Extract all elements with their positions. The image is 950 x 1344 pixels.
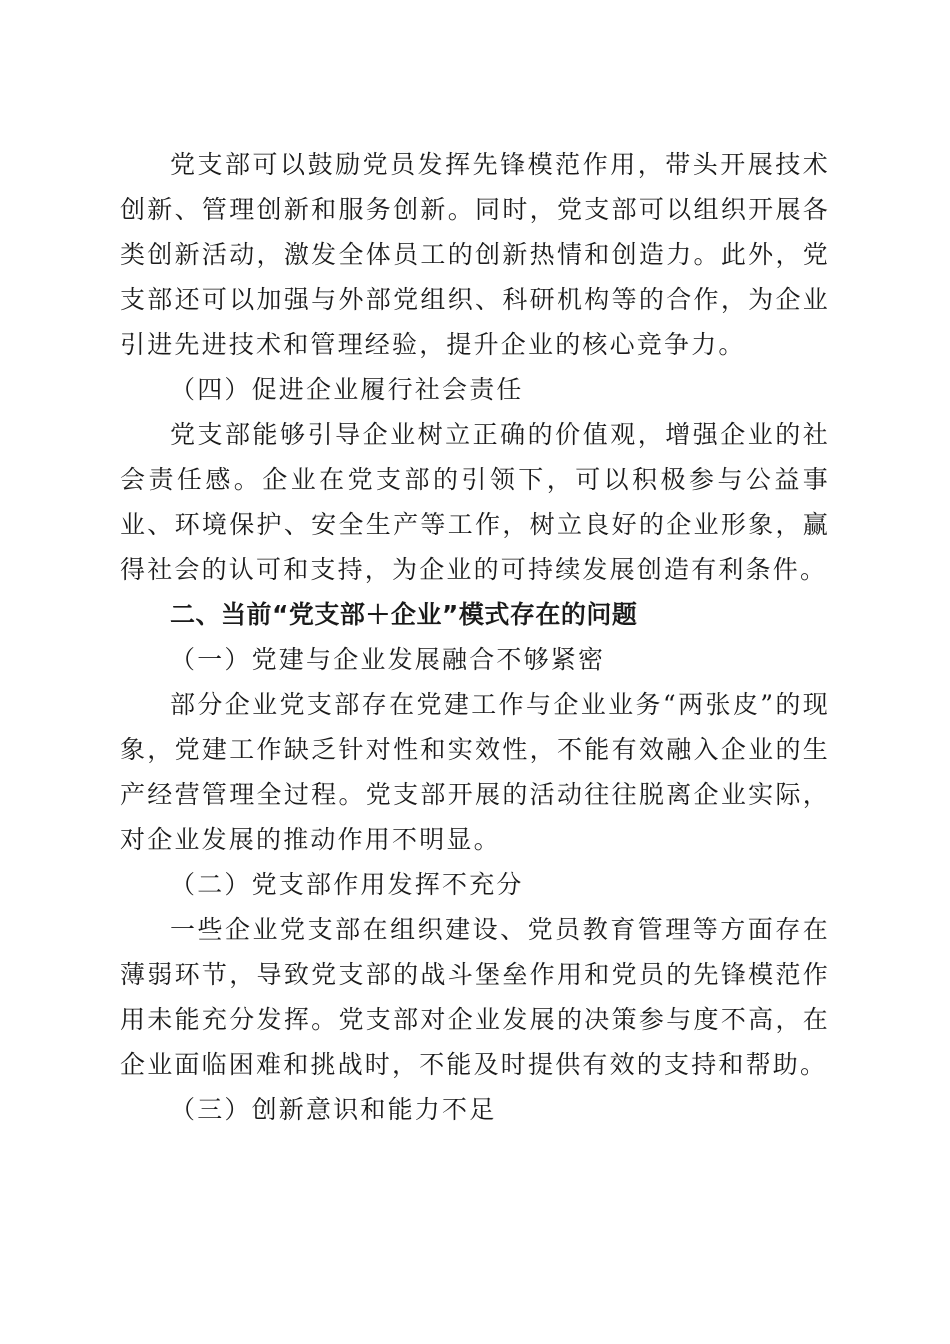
- subheading-branch-role: （二）党支部作用发挥不充分: [170, 870, 524, 899]
- paragraph-integration: 部分企业党支部存在党建工作与企业业务“两张皮”的现象，党建工作缺乏针对性和实效性，不能有效融入企业的生产经营管理全过程。党支部开展的活动往往脱离企业实际，对企业发展的推动作用不明显。: [120, 690, 830, 854]
- paragraph-branch-role: 一些企业党支部在组织建设、党员教育管理等方面存在薄弱环节，导致党支部的战斗堡垒作用和党员的先锋模范作用未能充分发挥。党支部对企业发展的决策参与度不高，在企业面临困难和挑战时，不能及时提供有效的支持和帮助。: [120, 915, 830, 1079]
- paragraph-social-responsibility: 党支部能够引导企业树立正确的价值观，增强企业的社会责任感。企业在党支部的引领下，可以积极参与公益事业、环境保护、安全生产等工作，树立良好的企业形象，赢得社会的认可和支持，为企业的可持续发展创造有利条件。: [120, 420, 830, 584]
- heading-current-problems: 二、当前“党支部＋企业”模式存在的问题: [170, 600, 638, 629]
- subheading-integration: （一）党建与企业发展融合不够紧密: [170, 645, 606, 674]
- paragraph-innovation-role: 党支部可以鼓励党员发挥先锋模范作用，带头开展技术创新、管理创新和服务创新。同时，党支部可以组织开展各类创新活动，激发全体员工的创新热情和创造力。此外，党支部还可以加强与外部党组织、科研机构等的合作，为企业引进先进技术和管理经验，提升企业的核心竞争力。: [120, 150, 830, 359]
- document-body: [120, 142, 830, 1132]
- subheading-social-responsibility: （四）促进企业履行社会责任: [170, 375, 524, 404]
- subheading-innovation-capacity: （三）创新意识和能力不足: [170, 1095, 497, 1124]
